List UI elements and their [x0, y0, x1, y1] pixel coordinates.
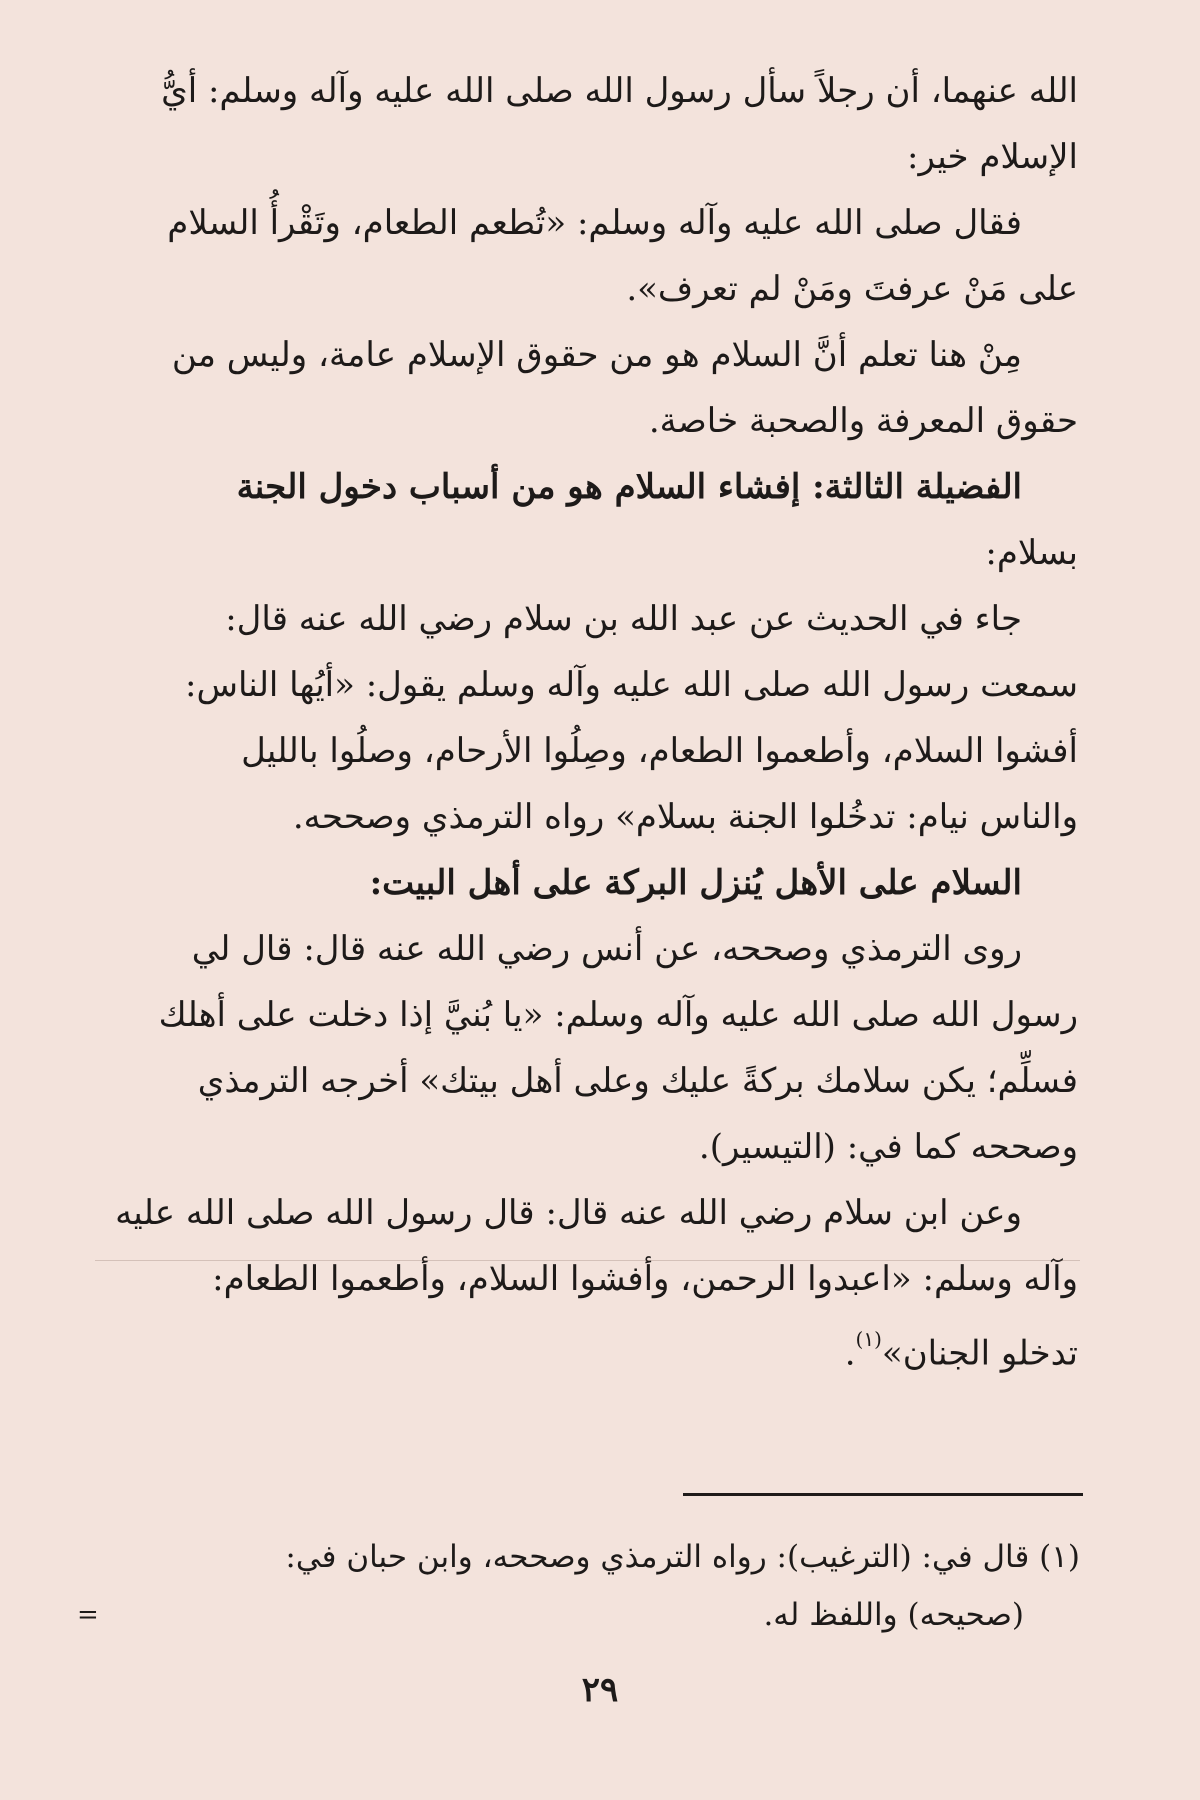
- text-line: رسول الله صلى الله عليه وآله وسلم: «يا بُنيَّ إذا دخلت على أهلك: [158, 995, 1078, 1035]
- text-line: حقوق المعرفة والصحبة خاصة.: [648, 401, 1078, 441]
- text-line: فسلِّم؛ يكن سلامك بركةً عليك وعلى أهل بيتك» أخرجه الترمذي: [197, 1061, 1078, 1101]
- text-line: بسلام:: [985, 533, 1078, 573]
- text-line: وعن ابن سلام رضي الله عنه قال: قال رسول الله صلى الله عليه: [115, 1193, 1022, 1233]
- text-fragment: .: [844, 1333, 856, 1374]
- footnote-reference: (١): [855, 1327, 882, 1351]
- text-line: جاء في الحديث عن عبد الله بن سلام رضي الله عنه قال:: [225, 599, 1022, 639]
- page-number: ٢٩: [581, 1670, 619, 1710]
- text-line: الإسلام خير:: [907, 137, 1078, 177]
- text-line: والناس نيام: تدخُلوا الجنة بسلام» رواه الترمذي وصححه.: [292, 797, 1078, 837]
- text-line: أفشوا السلام، وأطعموا الطعام، وصِلُوا الأرحام، وصلُوا بالليل: [241, 731, 1078, 771]
- footnote-separator: [683, 1493, 1083, 1496]
- faint-divider: [95, 1260, 1080, 1261]
- text-line-with-footnote-ref: [88, 1312, 1078, 1386]
- section-heading: الفضيلة الثالثة: إفشاء السلام هو من أسباب دخول الجنة: [236, 467, 1022, 507]
- text-line: على مَنْ عرفتَ ومَنْ لم تعرف».: [626, 269, 1078, 309]
- text-fragment: تدخلو الجنان»: [881, 1333, 1078, 1374]
- text-line: روى الترمذي وصححه، عن أنس رضي الله عنه قال: قال لي: [191, 929, 1022, 969]
- text-line: وصححه كما في: (التيسير).: [698, 1127, 1078, 1167]
- text-line: الله عنهما، أن رجلاً سأل رسول الله صلى الله عليه وآله وسلم: أيُّ: [161, 71, 1078, 111]
- text-line: سمعت رسول الله صلى الله عليه وآله وسلم يقول: «أيُها الناس:: [184, 665, 1078, 705]
- footnote-block: [92, 1528, 1080, 1644]
- text-line: مِنْ هنا تعلم أنَّ السلام هو من حقوق الإسلام عامة، وليس من: [171, 335, 1022, 375]
- text-line: وآله وسلم: «اعبدوا الرحمن، وأفشوا السلام، وأطعموا الطعام:: [212, 1259, 1078, 1299]
- section-heading: السلام على الأهل يُنزل البركة على أهل البيت:: [369, 863, 1022, 903]
- text-line: فقال صلى الله عليه وآله وسلم: «تُطعم الطعام، وتَقْرأُ السلام: [167, 203, 1022, 243]
- main-text-block: [88, 58, 1078, 1386]
- footnote-line: (١) قال في: (الترغيب): رواه الترمذي وصححه، وابن حبان في:: [285, 1539, 1080, 1575]
- footnote-line: (صحيحه) واللفظ له.: [763, 1597, 1024, 1633]
- continuation-mark: =: [77, 1600, 99, 1630]
